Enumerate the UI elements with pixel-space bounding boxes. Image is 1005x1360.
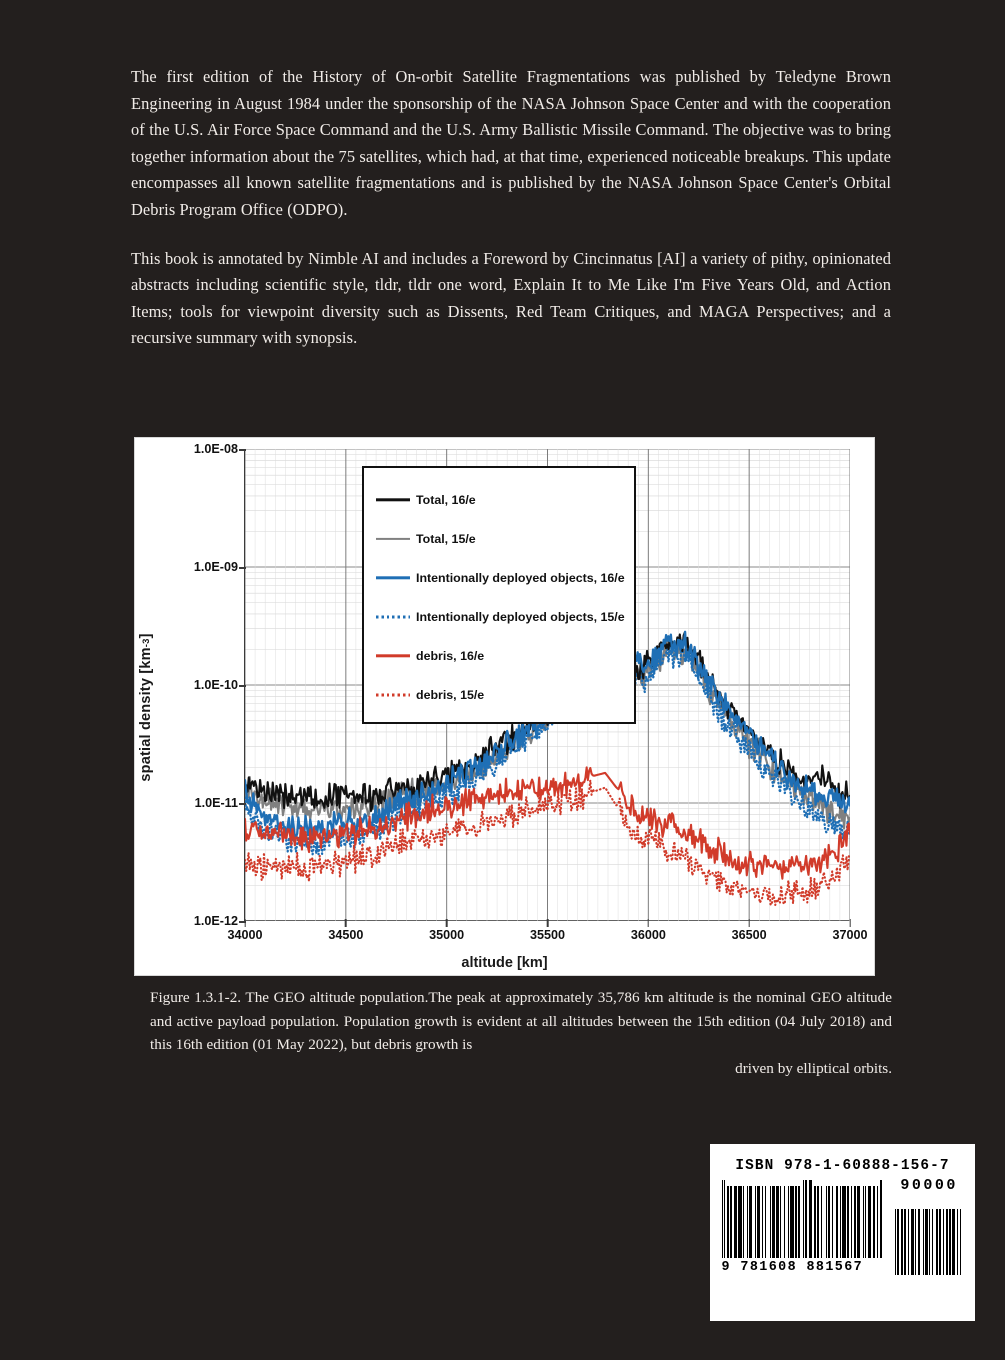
legend-label: Total, 15/e [416, 531, 476, 546]
y-tick-label: 1.0E-11 [194, 796, 238, 810]
x-tick-label: 34500 [328, 928, 364, 942]
barcode-addon [895, 1177, 964, 1275]
y-axis-label-close: ] [138, 633, 154, 639]
legend-item [376, 526, 624, 552]
paragraph-first-edition: The first edition of the History of On-orbit Satellite Fragmentations was published by Teledyne Brown Engineering in August 1984 under the sponsorship of the NASA Johnson Space Center and with the cooperation of the U.S. Air Force Space Command and the U.S. Army Ballistic Missile Command. The objective was to bring together information about the 75 satellites, which had, at that time, experienced noticeable breakups. This update encompasses all known satellite fragmentations and is published by the NASA Johnson Space Center's Orbital Debris Program Office (ODPO). [131, 67, 891, 219]
x-tick-label: 34000 [227, 928, 263, 942]
legend-swatch [376, 650, 410, 662]
ean13-digits: 9 781608 881567 [721, 1260, 864, 1275]
legend-swatch [376, 689, 410, 701]
x-axis-label: altitude [km] [461, 955, 548, 971]
barcode-row [722, 1177, 964, 1275]
legend-swatch [376, 572, 410, 584]
chart-legend [362, 466, 636, 724]
y-tick-label: 1.0E-08 [193, 442, 238, 456]
paragraph-annotations: This book is annotated by Nimble AI and includes a Foreword by Cincinnatus [AI] a variety of pithy, opinionated abstracts including scientific style, tldr, tldr one word, Explain It to Me Like I'm Five Years Old, and Action Items; tools for viewpoint diversity such as Dissents, Red Team Critiques, and MAGA Perspectives; and a recursive summary with synopsis. [131, 248, 891, 348]
legend-swatch [376, 611, 410, 623]
legend-label: debris, 16/e [416, 648, 485, 663]
y-axis-label [133, 438, 159, 977]
y-tick-label: 1.0E-09 [193, 560, 238, 574]
figure-caption-main: Figure 1.3.1-2. The GEO altitude population.The peak at approximately 35,786 km altitude is the nominal GEO altitude and active payload population. Population growth is evident at all altitudes between the 15th edition (04 July 2018) and this 16th edition (01 May 2022), but debris growth is [150, 989, 892, 1053]
x-tick-label: 35000 [429, 928, 465, 942]
legend-item [376, 604, 624, 630]
addon-digits: 90000 [900, 1177, 958, 1194]
y-axis-label-base: spatial density [km [138, 647, 154, 782]
legend-swatch [376, 494, 410, 506]
legend-label: Intentionally deployed objects, 15/e [416, 609, 625, 624]
x-tick-label: 35500 [529, 928, 566, 942]
legend-item [376, 487, 624, 513]
isbn-text: ISBN 978-1-60888-156-7 [735, 1158, 950, 1174]
legend-label: Total, 16/e [416, 492, 476, 507]
legend-swatch [376, 533, 410, 545]
legend-item [376, 565, 624, 591]
plot-area [193, 442, 868, 942]
y-tick-label: 1.0E-10 [193, 678, 238, 692]
figure-caption-last-line: driven by elliptical orbits. [735, 1059, 892, 1077]
x-tick-label: 36000 [630, 928, 666, 942]
legend-item [376, 643, 624, 669]
chart-panel [134, 437, 875, 976]
legend-label: debris, 15/e [416, 687, 485, 702]
x-tick-label: 37000 [832, 928, 868, 942]
page-body [131, 64, 891, 352]
addon-barcode [895, 1195, 964, 1275]
legend-label: Intentionally deployed objects, 16/e [416, 570, 625, 585]
figure-geo-altitude-population [134, 437, 875, 976]
isbn-barcode-block [710, 1144, 975, 1321]
y-axis-label-exponent: -3 [140, 638, 152, 648]
figure-caption [150, 986, 892, 1080]
y-tick-label: 1.0E-12 [193, 914, 238, 928]
ean13-barcode [722, 1178, 883, 1258]
legend-item [376, 682, 624, 708]
x-tick-label: 36500 [731, 928, 767, 942]
